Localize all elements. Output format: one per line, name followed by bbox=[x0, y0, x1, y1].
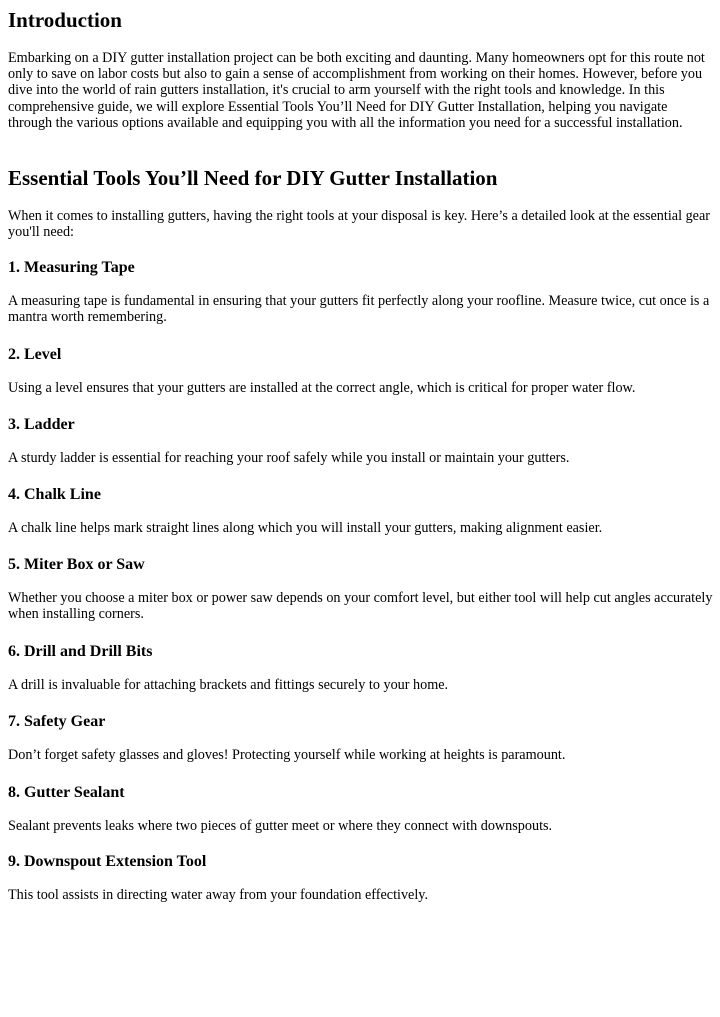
tool-description: A measuring tape is fundamental in ensuring that your gutters fit perfectly along your roofline. Measure twice, cut once is a mantra worth remembering. bbox=[8, 293, 710, 326]
tool-heading: 2. Level bbox=[8, 346, 62, 363]
tool-description: This tool assists in directing water away from your foundation effectively. bbox=[8, 887, 428, 903]
tool-heading: 9. Downspout Extension Tool bbox=[8, 853, 207, 870]
tool-heading: 8. Gutter Sealant bbox=[8, 784, 125, 801]
tool-description: Using a level ensures that your gutters are installed at the correct angle, which is critical for proper water flow. bbox=[8, 380, 636, 396]
tool-heading: 7. Safety Gear bbox=[8, 713, 106, 730]
essential-tools-intro-paragraph: When it comes to installing gutters, having the right tools at your disposal is key. Here’s a detailed look at the essential gear you'll need: bbox=[8, 208, 710, 241]
essential-tools-heading: Essential Tools You’ll Need for DIY Gutter Installation bbox=[8, 166, 498, 190]
tool-heading: 1. Measuring Tape bbox=[8, 259, 135, 276]
tool-heading: 3. Ladder bbox=[8, 416, 75, 433]
tool-description: A chalk line helps mark straight lines along which you will install your gutters, making alignment easier. bbox=[8, 520, 603, 536]
tool-description: A drill is invaluable for attaching brackets and fittings securely to your home. bbox=[8, 677, 449, 693]
tool-description: Sealant prevents leaks where two pieces of gutter meet or where they connect with downspouts. bbox=[8, 818, 553, 834]
tool-heading: 4. Chalk Line bbox=[8, 486, 101, 503]
tool-description: Whether you choose a miter box or power saw depends on your comfort level, but either tool will help cut angles accurately when installing corners. bbox=[8, 590, 713, 623]
tool-heading: 6. Drill and Drill Bits bbox=[8, 643, 153, 660]
tool-description: Don’t forget safety glasses and gloves! Protecting yourself while working at heights is paramount. bbox=[8, 747, 566, 763]
intro-paragraph: Embarking on a DIY gutter installation project can be both exciting and daunting. Many homeowners opt for this route not only to save on labor costs but also to gain a sense of accomplishment from working on their homes. However, before you dive into the world of rain gutters installation, it's crucial to arm yourself with the right tools and knowledge. In this comprehensive guide, we will explore Essential Tools You’ll Need for DIY Gutter Installation, helping you navigate through the various options available and equipping you with all the information you need for a successful installation. bbox=[8, 50, 705, 131]
tool-description: A sturdy ladder is essential for reaching your roof safely while you install or maintain your gutters. bbox=[8, 450, 570, 466]
intro-heading: Introduction bbox=[8, 8, 122, 32]
tool-heading: 5. Miter Box or Saw bbox=[8, 556, 145, 573]
